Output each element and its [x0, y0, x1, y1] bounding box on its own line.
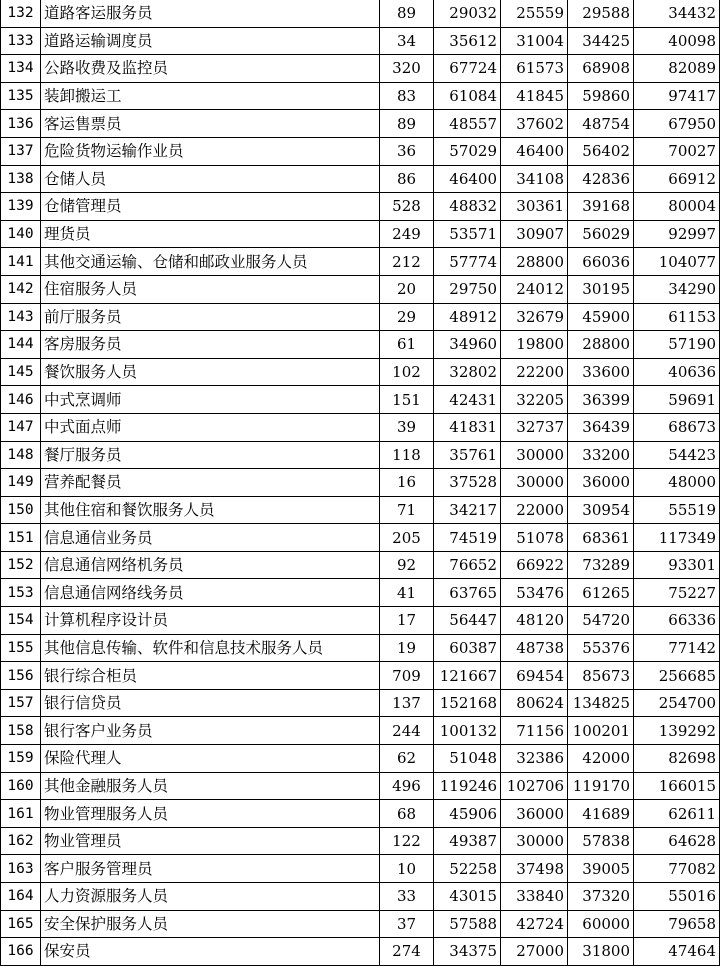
occupation-name: 理货员 [41, 220, 380, 248]
value-mid: 85673 [568, 662, 634, 690]
value-mean: 35761 [434, 441, 501, 469]
value-low: 25559 [501, 0, 568, 27]
value-mid: 41689 [568, 800, 634, 828]
value-high: 104077 [634, 248, 720, 276]
table-row [1, 303, 720, 331]
sample-count: 29 [380, 303, 434, 331]
value-high: 75227 [634, 579, 720, 607]
value-mid: 66036 [568, 248, 634, 276]
value-low: 34108 [501, 165, 568, 193]
value-low: 24012 [501, 275, 568, 303]
value-low: 48738 [501, 634, 568, 662]
value-mean: 60387 [434, 634, 501, 662]
row-number: 141 [1, 248, 41, 276]
value-mean: 35612 [434, 27, 501, 55]
occupation-name: 银行信贷员 [41, 689, 380, 717]
occupation-name: 银行综合柜员 [41, 662, 380, 690]
sample-count: 37 [380, 910, 434, 938]
occupation-name: 信息通信业务员 [41, 524, 380, 552]
row-number: 159 [1, 745, 41, 773]
value-mid: 73289 [568, 551, 634, 579]
row-number: 156 [1, 662, 41, 690]
occupation-name: 仓储人员 [41, 165, 380, 193]
value-mid: 54720 [568, 607, 634, 635]
value-high: 97417 [634, 82, 720, 110]
value-high: 57190 [634, 331, 720, 359]
sample-count: 16 [380, 469, 434, 497]
value-high: 34432 [634, 0, 720, 27]
occupation-name: 客户服务管理员 [41, 855, 380, 883]
value-mid: 56029 [568, 220, 634, 248]
occupation-name: 中式面点师 [41, 413, 380, 441]
occupation-name: 危险货物运输作业员 [41, 137, 380, 165]
occupation-name: 人力资源服务人员 [41, 883, 380, 911]
value-mean: 100132 [434, 717, 501, 745]
sample-count: 34 [380, 27, 434, 55]
table-row [1, 496, 720, 524]
row-number: 157 [1, 689, 41, 717]
value-low: 30000 [501, 441, 568, 469]
value-mean: 67724 [434, 55, 501, 83]
table-row [1, 413, 720, 441]
value-mid: 68908 [568, 55, 634, 83]
table-row [1, 137, 720, 165]
value-mean: 57774 [434, 248, 501, 276]
value-mid: 48754 [568, 110, 634, 138]
value-low: 69454 [501, 662, 568, 690]
value-mean: 46400 [434, 165, 501, 193]
table-row [1, 717, 720, 745]
sample-count: 19 [380, 634, 434, 662]
value-low: 102706 [501, 772, 568, 800]
sample-count: 20 [380, 275, 434, 303]
row-number: 136 [1, 110, 41, 138]
value-mid: 36399 [568, 386, 634, 414]
occupation-name: 道路客运服务员 [41, 0, 380, 27]
value-mean: 48832 [434, 193, 501, 221]
table-row [1, 27, 720, 55]
value-high: 67950 [634, 110, 720, 138]
value-low: 37498 [501, 855, 568, 883]
value-low: 30907 [501, 220, 568, 248]
sample-count: 71 [380, 496, 434, 524]
occupation-name: 银行客户业务员 [41, 717, 380, 745]
table-row [1, 248, 720, 276]
row-number: 162 [1, 827, 41, 855]
value-mean: 34217 [434, 496, 501, 524]
value-mean: 76652 [434, 551, 501, 579]
value-mid: 33600 [568, 358, 634, 386]
table-row [1, 524, 720, 552]
value-high: 54423 [634, 441, 720, 469]
table-row [1, 634, 720, 662]
table-row [1, 662, 720, 690]
value-low: 30000 [501, 469, 568, 497]
sample-count: 320 [380, 55, 434, 83]
row-number: 134 [1, 55, 41, 83]
table-row [1, 855, 720, 883]
value-mid: 31800 [568, 938, 634, 966]
table-row [1, 193, 720, 221]
value-low: 51078 [501, 524, 568, 552]
table-row [1, 275, 720, 303]
occupation-name: 客房服务员 [41, 331, 380, 359]
value-high: 64628 [634, 827, 720, 855]
value-high: 62611 [634, 800, 720, 828]
sample-count: 212 [380, 248, 434, 276]
occupation-name: 信息通信网络机务员 [41, 551, 380, 579]
occupation-name: 道路运输调度员 [41, 27, 380, 55]
value-low: 33840 [501, 883, 568, 911]
value-low: 30000 [501, 827, 568, 855]
value-mid: 56402 [568, 137, 634, 165]
row-number: 154 [1, 607, 41, 635]
value-mean: 56447 [434, 607, 501, 635]
row-number: 146 [1, 386, 41, 414]
value-mid: 59860 [568, 82, 634, 110]
value-high: 92997 [634, 220, 720, 248]
table-row [1, 607, 720, 635]
value-mid: 134825 [568, 689, 634, 717]
value-mean: 51048 [434, 745, 501, 773]
sample-count: 17 [380, 607, 434, 635]
value-mid: 28800 [568, 331, 634, 359]
value-mid: 68361 [568, 524, 634, 552]
row-number: 142 [1, 275, 41, 303]
occupation-name: 信息通信网络线务员 [41, 579, 380, 607]
occupation-name: 其他住宿和餐饮服务人员 [41, 496, 380, 524]
value-low: 41845 [501, 82, 568, 110]
value-low: 37602 [501, 110, 568, 138]
value-high: 93301 [634, 551, 720, 579]
value-mean: 63765 [434, 579, 501, 607]
value-low: 32386 [501, 745, 568, 773]
table-row [1, 110, 720, 138]
value-low: 32737 [501, 413, 568, 441]
sample-count: 86 [380, 165, 434, 193]
value-mean: 57588 [434, 910, 501, 938]
value-low: 22200 [501, 358, 568, 386]
value-mid: 36439 [568, 413, 634, 441]
value-mean: 34375 [434, 938, 501, 966]
value-mean: 29032 [434, 0, 501, 27]
value-mid: 119170 [568, 772, 634, 800]
value-mid: 42000 [568, 745, 634, 773]
sample-count: 118 [380, 441, 434, 469]
table-row [1, 386, 720, 414]
value-high: 55016 [634, 883, 720, 911]
value-mid: 39168 [568, 193, 634, 221]
value-low: 66922 [501, 551, 568, 579]
value-mean: 48912 [434, 303, 501, 331]
value-mean: 42431 [434, 386, 501, 414]
table-row [1, 220, 720, 248]
value-mean: 32802 [434, 358, 501, 386]
row-number: 155 [1, 634, 41, 662]
sample-count: 83 [380, 82, 434, 110]
occupation-name: 客运售票员 [41, 110, 380, 138]
value-high: 70027 [634, 137, 720, 165]
value-low: 30361 [501, 193, 568, 221]
value-mean: 43015 [434, 883, 501, 911]
value-mid: 57838 [568, 827, 634, 855]
value-mean: 119246 [434, 772, 501, 800]
value-low: 22000 [501, 496, 568, 524]
value-mid: 100201 [568, 717, 634, 745]
row-number: 160 [1, 772, 41, 800]
value-low: 42724 [501, 910, 568, 938]
value-low: 32679 [501, 303, 568, 331]
table-row [1, 579, 720, 607]
value-high: 61153 [634, 303, 720, 331]
table-row [1, 938, 720, 966]
sample-count: 41 [380, 579, 434, 607]
value-high: 80004 [634, 193, 720, 221]
occupation-name: 物业管理服务人员 [41, 800, 380, 828]
value-high: 68673 [634, 413, 720, 441]
occupation-name: 中式烹调师 [41, 386, 380, 414]
row-number: 153 [1, 579, 41, 607]
sample-count: 102 [380, 358, 434, 386]
occupation-name: 装卸搬运工 [41, 82, 380, 110]
value-mid: 45900 [568, 303, 634, 331]
sample-count: 92 [380, 551, 434, 579]
value-high: 82089 [634, 55, 720, 83]
row-number: 152 [1, 551, 41, 579]
occupation-name: 物业管理员 [41, 827, 380, 855]
sample-count: 122 [380, 827, 434, 855]
sample-count: 62 [380, 745, 434, 773]
value-mid: 37320 [568, 883, 634, 911]
sample-count: 249 [380, 220, 434, 248]
occupation-name: 前厅服务员 [41, 303, 380, 331]
table-row [1, 827, 720, 855]
value-mid: 39005 [568, 855, 634, 883]
row-number: 137 [1, 137, 41, 165]
table-row [1, 358, 720, 386]
value-high: 254700 [634, 689, 720, 717]
value-low: 27000 [501, 938, 568, 966]
value-mean: 152168 [434, 689, 501, 717]
value-high: 66336 [634, 607, 720, 635]
sample-count: 709 [380, 662, 434, 690]
occupation-name: 安全保护服务人员 [41, 910, 380, 938]
occupation-name: 保险代理人 [41, 745, 380, 773]
value-low: 28800 [501, 248, 568, 276]
sample-count: 89 [380, 110, 434, 138]
value-mean: 37528 [434, 469, 501, 497]
occupation-name: 住宿服务人员 [41, 275, 380, 303]
row-number: 163 [1, 855, 41, 883]
occupation-name: 餐厅服务员 [41, 441, 380, 469]
table-row [1, 800, 720, 828]
row-number: 145 [1, 358, 41, 386]
value-mid: 29588 [568, 0, 634, 27]
sample-count: 244 [380, 717, 434, 745]
value-low: 61573 [501, 55, 568, 83]
occupation-name: 其他信息传输、软件和信息技术服务人员 [41, 634, 380, 662]
sample-count: 496 [380, 772, 434, 800]
table-row [1, 82, 720, 110]
value-low: 36000 [501, 800, 568, 828]
sample-count: 151 [380, 386, 434, 414]
value-high: 82698 [634, 745, 720, 773]
value-low: 53476 [501, 579, 568, 607]
occupation-name: 保安员 [41, 938, 380, 966]
table-row [1, 55, 720, 83]
value-high: 66912 [634, 165, 720, 193]
sample-count: 33 [380, 883, 434, 911]
sample-count: 205 [380, 524, 434, 552]
value-mid: 61265 [568, 579, 634, 607]
value-mean: 34960 [434, 331, 501, 359]
table-row [1, 883, 720, 911]
value-mid: 42836 [568, 165, 634, 193]
value-high: 48000 [634, 469, 720, 497]
row-number: 138 [1, 165, 41, 193]
table-row [1, 165, 720, 193]
value-low: 48120 [501, 607, 568, 635]
row-number: 151 [1, 524, 41, 552]
table-row [1, 772, 720, 800]
value-mid: 30195 [568, 275, 634, 303]
value-mean: 45906 [434, 800, 501, 828]
row-number: 164 [1, 883, 41, 911]
value-low: 71156 [501, 717, 568, 745]
table-row [1, 469, 720, 497]
sample-count: 36 [380, 137, 434, 165]
row-number: 140 [1, 220, 41, 248]
value-high: 55519 [634, 496, 720, 524]
row-number: 166 [1, 938, 41, 966]
value-mean: 121667 [434, 662, 501, 690]
value-high: 77082 [634, 855, 720, 883]
row-number: 135 [1, 82, 41, 110]
occupation-name: 公路收费及监控员 [41, 55, 380, 83]
value-mean: 74519 [434, 524, 501, 552]
value-mean: 52258 [434, 855, 501, 883]
table-row [1, 331, 720, 359]
value-high: 256685 [634, 662, 720, 690]
value-low: 19800 [501, 331, 568, 359]
value-mid: 34425 [568, 27, 634, 55]
value-mean: 41831 [434, 413, 501, 441]
table-row [1, 551, 720, 579]
value-high: 79658 [634, 910, 720, 938]
row-number: 144 [1, 331, 41, 359]
value-high: 47464 [634, 938, 720, 966]
value-low: 80624 [501, 689, 568, 717]
value-mean: 29750 [434, 275, 501, 303]
row-number: 149 [1, 469, 41, 497]
occupation-name: 计算机程序设计员 [41, 607, 380, 635]
table-row [1, 910, 720, 938]
sample-count: 528 [380, 193, 434, 221]
value-low: 32205 [501, 386, 568, 414]
value-mean: 57029 [434, 137, 501, 165]
row-number: 132 [1, 0, 41, 27]
value-low: 31004 [501, 27, 568, 55]
row-number: 148 [1, 441, 41, 469]
value-mid: 33200 [568, 441, 634, 469]
table-row [1, 745, 720, 773]
row-number: 139 [1, 193, 41, 221]
sample-count: 137 [380, 689, 434, 717]
value-low: 46400 [501, 137, 568, 165]
table-body [1, 0, 720, 965]
row-number: 147 [1, 413, 41, 441]
table-row [1, 0, 720, 27]
sample-count: 39 [380, 413, 434, 441]
occupation-name: 其他交通运输、仓储和邮政业服务人员 [41, 248, 380, 276]
sample-count: 10 [380, 855, 434, 883]
table-row [1, 441, 720, 469]
row-number: 165 [1, 910, 41, 938]
value-high: 40636 [634, 358, 720, 386]
row-number: 158 [1, 717, 41, 745]
sample-count: 274 [380, 938, 434, 966]
value-high: 59691 [634, 386, 720, 414]
row-number: 161 [1, 800, 41, 828]
value-high: 117349 [634, 524, 720, 552]
occupation-name: 餐饮服务人员 [41, 358, 380, 386]
occupation-name: 营养配餐员 [41, 469, 380, 497]
value-high: 166015 [634, 772, 720, 800]
sample-count: 68 [380, 800, 434, 828]
occupation-name: 其他金融服务人员 [41, 772, 380, 800]
value-high: 77142 [634, 634, 720, 662]
sample-count: 89 [380, 0, 434, 27]
row-number: 143 [1, 303, 41, 331]
occupation-name: 仓储管理员 [41, 193, 380, 221]
value-mid: 60000 [568, 910, 634, 938]
value-mid: 55376 [568, 634, 634, 662]
value-mid: 36000 [568, 469, 634, 497]
value-mean: 53571 [434, 220, 501, 248]
value-high: 40098 [634, 27, 720, 55]
value-high: 139292 [634, 717, 720, 745]
value-mean: 49387 [434, 827, 501, 855]
row-number: 150 [1, 496, 41, 524]
table-row [1, 689, 720, 717]
value-high: 34290 [634, 275, 720, 303]
value-mean: 61084 [434, 82, 501, 110]
value-mean: 48557 [434, 110, 501, 138]
value-mid: 30954 [568, 496, 634, 524]
row-number: 133 [1, 27, 41, 55]
sample-count: 61 [380, 331, 434, 359]
